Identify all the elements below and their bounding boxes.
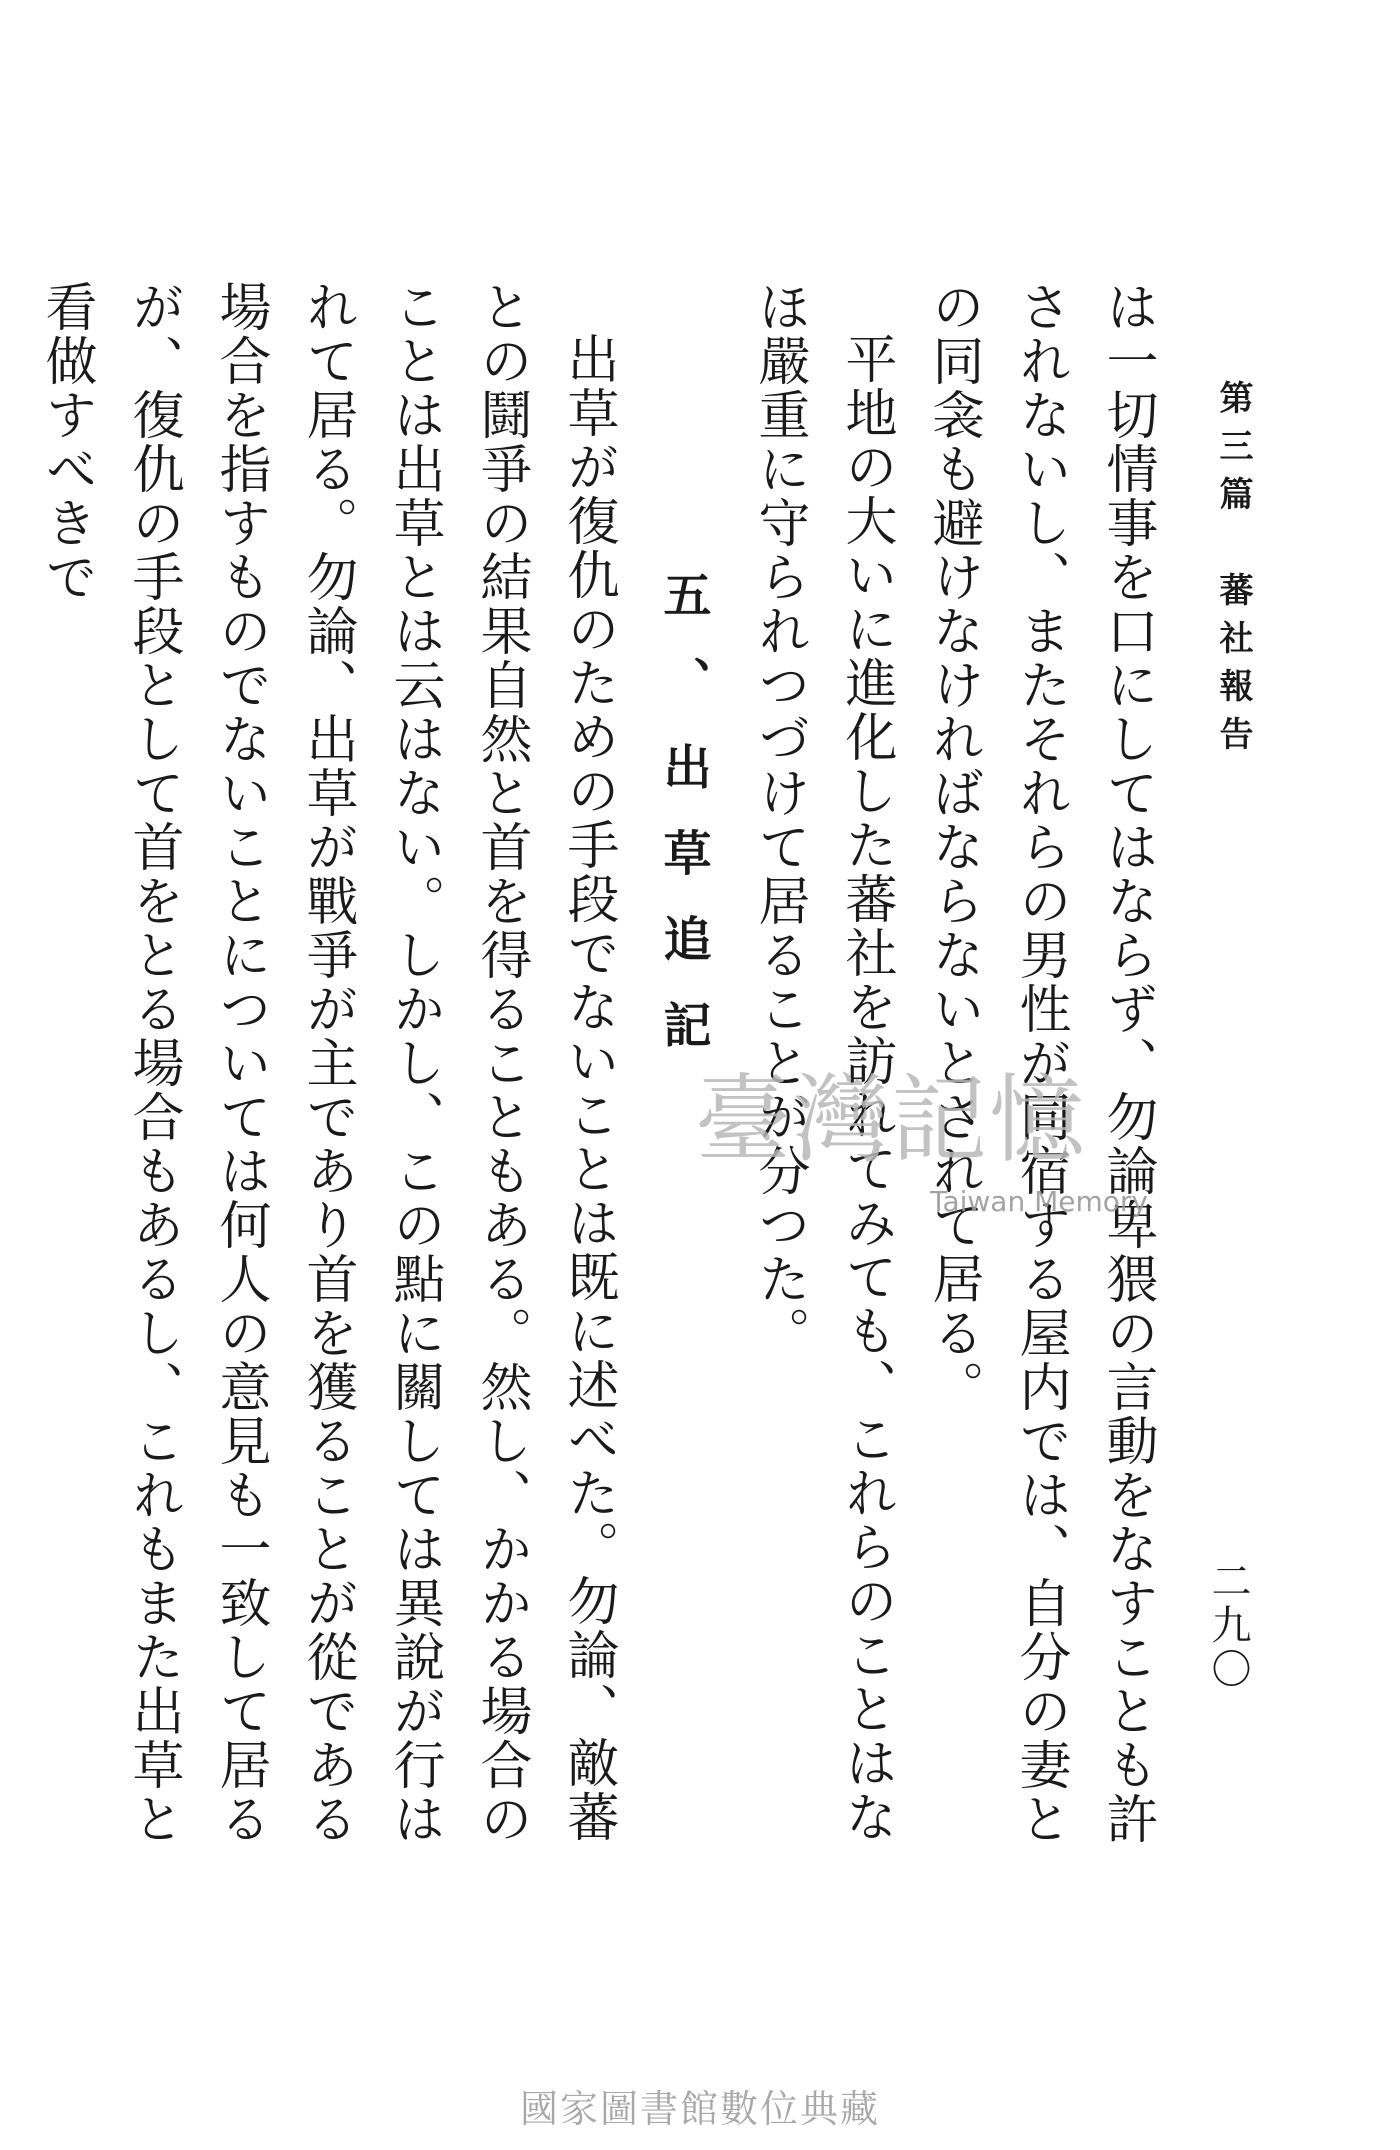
watermark-sub-text: Taiwan Memory xyxy=(930,1185,1148,1218)
body-text xyxy=(36,280,1170,1880)
page-number: 二九〇 xyxy=(1205,1560,1251,1692)
library-footer: 國家圖書館數位典藏 xyxy=(519,2087,880,2131)
paragraph-1: は一切情事を口にしてはならず、勿論卑猥の言動をなすことも許されないし、またそれらの男性が同宿する屋内では、自分の妻との同衾も避けなければならないとされて居る。 xyxy=(923,280,1157,1846)
running-header: 第三篇 蕃社報告 xyxy=(1213,380,1253,764)
paragraph-2: 平地の大いに進化した蕃社を訪れてみても、これらのことはなほ嚴重に守られつづけて居ることが分つた。 xyxy=(749,280,896,1844)
section-heading: 五、出草追記 xyxy=(655,570,711,1086)
watermark-logo-text: 臺灣記憶 xyxy=(695,1064,1087,1176)
paragraph-3: 出草が復仇のための手段でないことは既に述べた。勿論、敵蕃との鬪爭の結果自然と首を得ることもある。然し、かかる場合のことは出草とは云はない。しかし、この點に關しては異說が行はれて居る。勿論、出草が戰爭が主であり首を獲ることが從である場合を指すものでないことについては何人の意見も一致して居るが、復仇の手段として首をとる場合もあるし、これもまた出草と看做すべきで xyxy=(36,280,618,1846)
